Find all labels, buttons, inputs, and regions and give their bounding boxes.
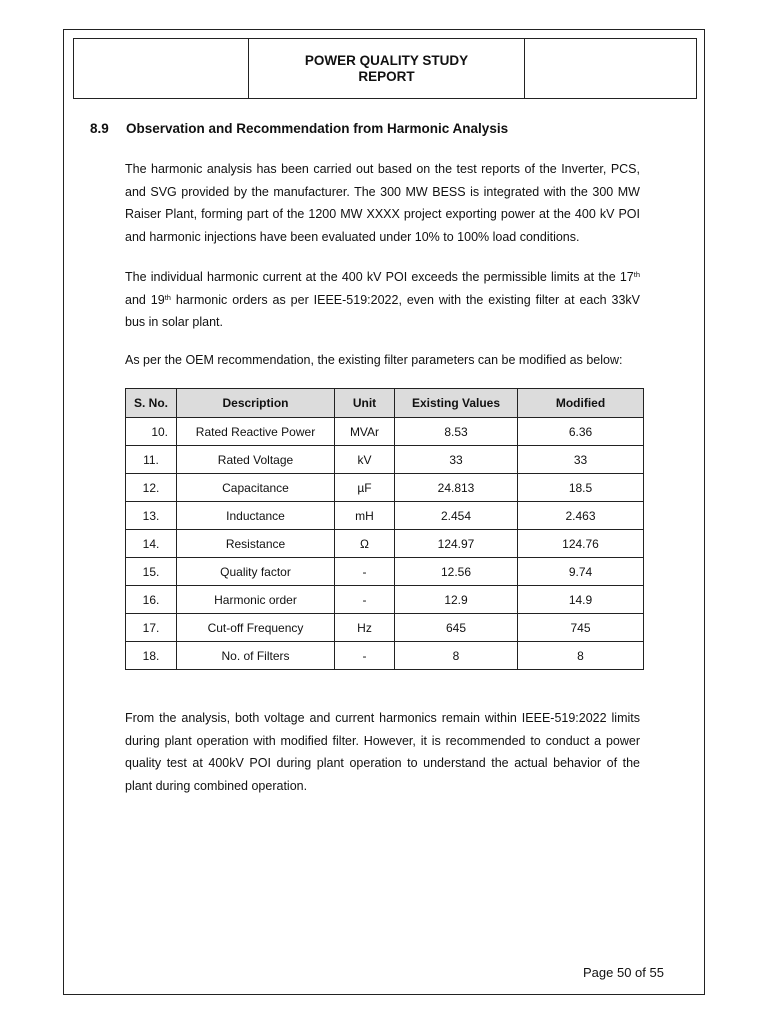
cell-unit: - [335,586,395,614]
superscript-th: th [633,270,640,279]
cell-existing: 8 [395,642,518,670]
cell-existing: 2.454 [395,502,518,530]
cell-description: No. of Filters [177,642,335,670]
report-title-line1: POWER QUALITY STUDY [304,52,469,68]
cell-sno: 17. [126,614,177,642]
table-row [126,502,644,530]
header-right-cell [525,39,697,99]
cell-sno: 12. [126,474,177,502]
paragraph-conclusion: From the analysis, both voltage and current harmonics remain within IEEE-519:2022 limits during plant operation with modified filter. However, it is recommended to conduct a power quality test at 400kV POI during plant operation to understand the actual behavior of the plant during combined operation. [125,711,640,793]
cell-sno: 13. [126,502,177,530]
cell-modified: 14.9 [518,586,644,614]
report-title-line2: REPORT [358,68,415,84]
cell-existing: 24.813 [395,474,518,502]
cell-description: Cut-off Frequency [177,614,335,642]
cell-modified: 124.76 [518,530,644,558]
cell-modified: 6.36 [518,418,644,446]
cell-unit: µF [335,474,395,502]
report-header [73,38,697,99]
filter-parameters-table [125,388,644,670]
cell-modified: 8 [518,642,644,670]
table-row [126,614,644,642]
cell-unit: MVAr [335,418,395,446]
paragraph-analysis-basis: The harmonic analysis has been carried out based on the test reports of the Inverter, PCS, and SVG provided by the manufacturer. The 300 MW BESS is integrated with the 300 MW Raiser Plant, forming part of the 1200 MW XXXX project exporting power at the 400 kV POI and harmonic injections have been evaluated under 10% to 100% load conditions. [125,162,640,244]
paragraph-harmonic-exceedance [125,266,640,334]
cell-existing: 8.53 [395,418,518,446]
paragraph-oem-recommendation: As per the OEM recommendation, the existing filter parameters can be modified as below: [125,353,623,367]
section-title: Observation and Recommendation from Harmonic Analysis [126,121,509,136]
cell-description: Harmonic order [177,586,335,614]
header-left-cell [74,39,249,99]
cell-description: Capacitance [177,474,335,502]
cell-modified: 18.5 [518,474,644,502]
table-row [126,446,644,474]
cell-description: Resistance [177,530,335,558]
cell-unit: - [335,558,395,586]
cell-existing: 12.56 [395,558,518,586]
cell-description: Inductance [177,502,335,530]
cell-unit: Hz [335,614,395,642]
table-header-row [126,389,644,418]
cell-modified: 33 [518,446,644,474]
cell-unit: Ω [335,530,395,558]
superscript-th: th [164,292,171,302]
paragraph2-text-1: The individual harmonic current at the 400 kV POI exceeds the permissible limits at the 17 [125,270,634,284]
header-sno: S. No. [126,389,177,418]
cell-sno: 18. [126,642,177,670]
cell-sno: 15. [126,558,177,586]
cell-modified: 2.463 [518,502,644,530]
cell-unit: - [335,642,395,670]
paragraph2-text-3: harmonic orders as per IEEE-519:2022, even with the existing filter at each 33kV bus in solar plant. [125,292,641,329]
cell-existing: 645 [395,614,518,642]
cell-existing: 124.97 [395,530,518,558]
section-number: 8.9 [90,121,109,136]
paragraph2-text-2: and 19 [125,292,165,307]
table-row [126,474,644,502]
cell-description: Quality factor [177,558,335,586]
header-unit: Unit [335,389,395,418]
header-description: Description [177,389,335,418]
cell-description: Rated Voltage [177,446,335,474]
table-row [126,586,644,614]
cell-existing: 12.9 [395,586,518,614]
header-existing-values: Existing Values [395,389,518,418]
cell-sno: 10. [126,418,177,446]
cell-modified: 9.74 [518,558,644,586]
page-number: Page 50 of 55 [583,965,664,980]
table-row [126,558,644,586]
report-title [249,39,525,99]
cell-unit: kV [335,446,395,474]
cell-sno: 14. [126,530,177,558]
cell-sno: 16. [126,586,177,614]
cell-sno: 11. [126,446,177,474]
cell-existing: 33 [395,446,518,474]
cell-unit: mH [335,502,395,530]
header-modified: Modified [518,389,644,418]
section-heading [90,121,508,136]
table-row [126,642,644,670]
table-row [126,418,644,446]
cell-modified: 745 [518,614,644,642]
table-row [126,530,644,558]
cell-description: Rated Reactive Power [177,418,335,446]
